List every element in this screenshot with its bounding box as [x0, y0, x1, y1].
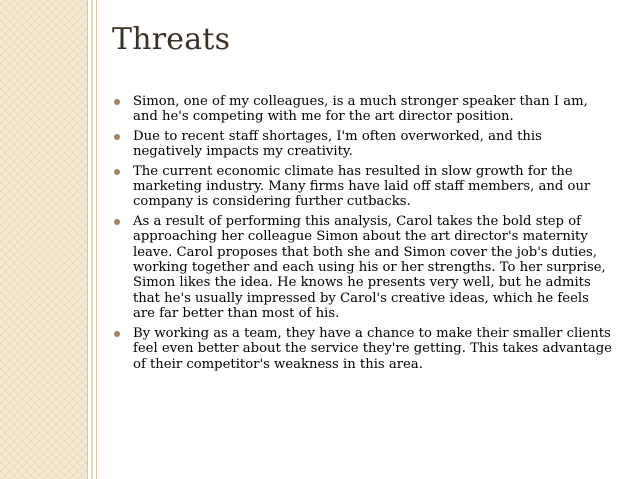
bullet-item — [112, 94, 612, 125]
bullet-dot-icon — [114, 134, 120, 140]
slide-title: Threats — [112, 22, 231, 57]
bullet-text: Due to recent staff shortages, I'm often overworked, and this negatively impacts my creativity. — [133, 128, 542, 160]
decorative-divider-line — [87, 0, 88, 479]
bullet-dot-icon — [114, 99, 120, 105]
decorative-side-band — [0, 0, 87, 479]
bullet-text: As a result of performing this analysis, Carol takes the bold step of approaching her colleague Simon about the art director's maternity leave. Carol proposes that both she and Simon cover the job's duties, working together and each using his or her strengths. To her surprise, Simon likes the idea. He knows he presents very well, but he admits that he's usually impressed by Carol's creative ideas, which he feels are far better than most of his. — [133, 213, 606, 322]
bullet-item — [112, 326, 612, 372]
bullet-item — [112, 214, 612, 322]
bullet-text: The current economic climate has resulted in slow growth for the marketing industry. Many firms have laid off staff members, and our company is considering further cutbacks. — [133, 163, 591, 210]
bullet-item — [112, 129, 612, 160]
bullet-list — [112, 94, 612, 376]
bullet-text: Simon, one of my colleagues, is a much stronger speaker than I am, and he's competing with me for the art director position. — [133, 94, 588, 125]
decorative-divider-line — [91, 0, 93, 479]
bullet-item — [112, 164, 612, 210]
bullet-text: By working as a team, they have a chance to make their smaller clients feel even better about the service they're getting. This takes advantage of their competitor's weakness in this area. — [133, 325, 612, 372]
bullet-dot-icon — [114, 169, 120, 175]
bullet-dot-icon — [114, 219, 120, 225]
decorative-divider-line — [96, 0, 97, 479]
bullet-dot-icon — [114, 331, 120, 337]
